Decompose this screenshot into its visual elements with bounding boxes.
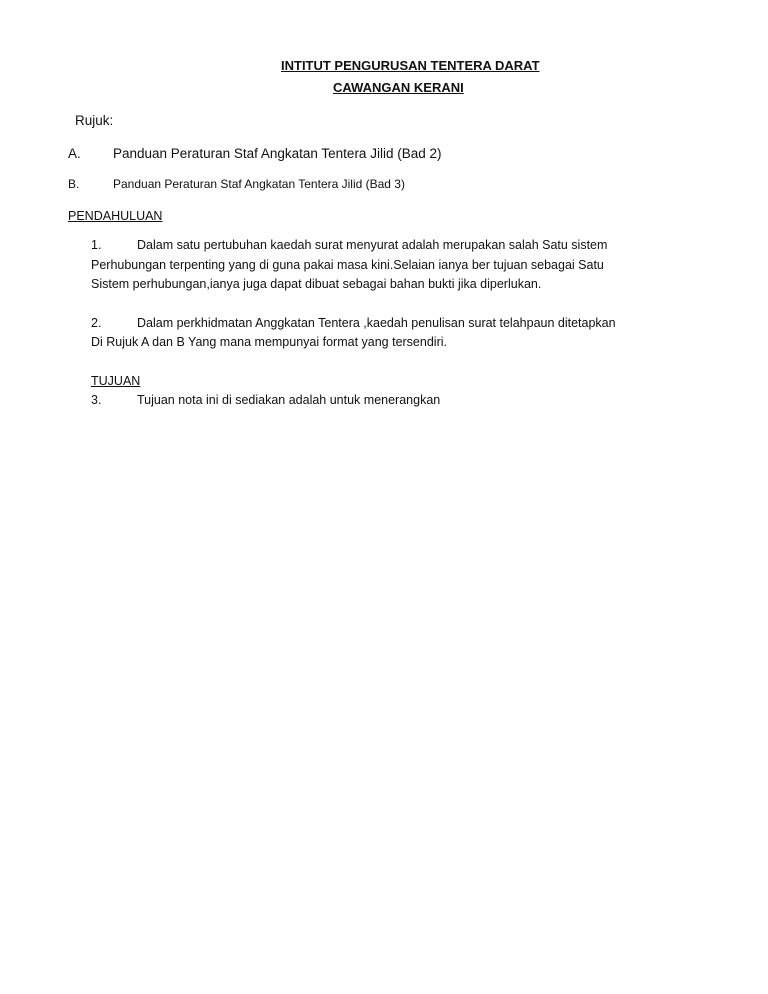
paragraph-1-line-3: Sistem perhubungan,ianya juga dapat dibuat sebagai bahan bukti jika diperlukan. — [91, 277, 542, 291]
rujuk-b-marker: B. — [68, 177, 80, 191]
paragraph-1-line-1: Dalam satu pertubuhan kaedah surat menyurat adalah merupakan salah Satu sistem — [137, 238, 608, 252]
title-line-2: CAWANGAN KERANI — [333, 80, 464, 95]
rujuk-b-text: Panduan Peraturan Staf Angkatan Tentera Jilid (Bad 3) — [113, 177, 405, 191]
paragraph-1-number: 1. — [91, 238, 102, 252]
rujuk-a-marker: A. — [68, 146, 81, 161]
tujuan-heading: TUJUAN — [91, 374, 141, 388]
paragraph-2-number: 2. — [91, 316, 102, 330]
paragraph-1-line-2: Perhubungan terpenting yang di guna pakai masa kini.Selaian ianya ber tujuan sebagai Satu — [91, 258, 604, 272]
rujuk-label: Rujuk: — [75, 113, 114, 128]
paragraph-2-line-2: Di Rujuk A dan B Yang mana mempunyai format yang tersendiri. — [91, 335, 447, 349]
paragraph-2-line-1: Dalam perkhidmatan Anggkatan Tentera ,kaedah penulisan surat telahpaun ditetapkan — [137, 316, 616, 330]
title-line-1: INTITUT PENGURUSAN TENTERA DARAT — [281, 58, 540, 73]
rujuk-a-text: Panduan Peraturan Staf Angkatan Tentera Jilid (Bad 2) — [113, 146, 442, 161]
paragraph-3-number: 3. — [91, 393, 102, 407]
paragraph-3-text: Tujuan nota ini di sediakan adalah untuk menerangkan — [137, 393, 441, 407]
pendahuluan-heading: PENDAHULUAN — [68, 209, 163, 223]
